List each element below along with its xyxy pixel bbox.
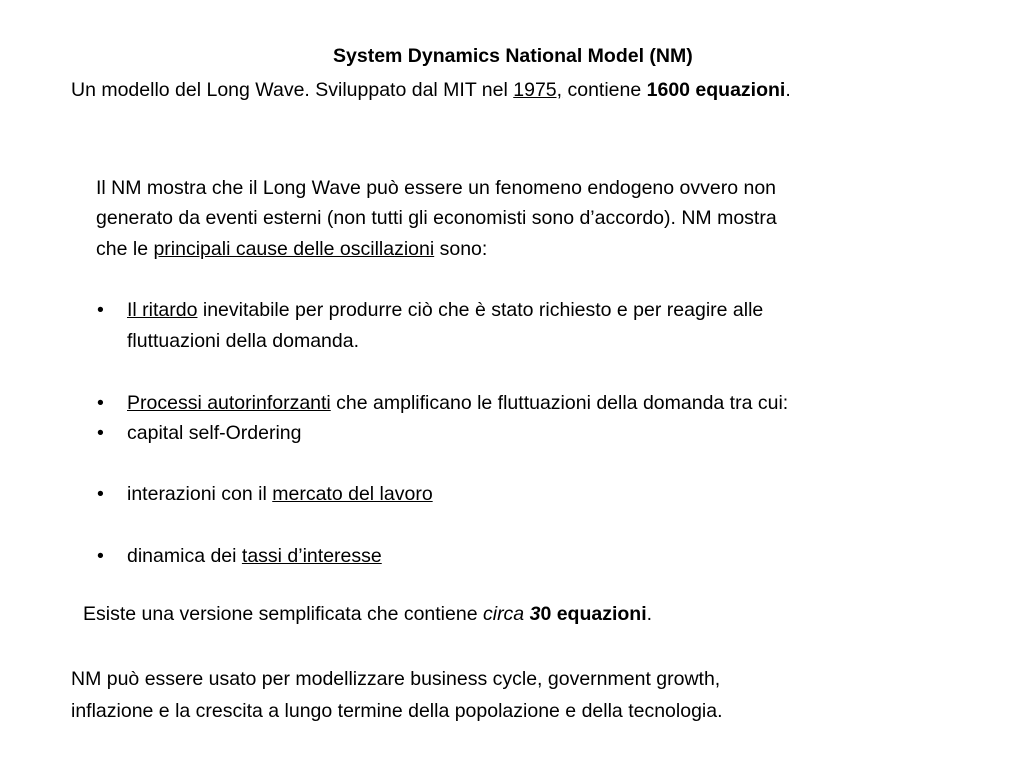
paragraph-line-1: Il NM mostra che il Long Wave può essere un fenomeno endogeno ovvero non [96,177,777,199]
intro-equations: 1600 equazioni [646,79,786,101]
bullet-marker-1: • [97,299,104,321]
simplified-three: 3 [529,603,541,625]
simplified-end: . [646,603,653,625]
simplified-circa: circa [482,603,525,625]
labor-market-link: mercato del lavoro [272,483,433,505]
paragraph-line-3-pre: che le [96,238,154,260]
closing-line-2: inflazione e la crescita a lungo termine della popolazione e della tecnologia. [71,700,723,722]
bullet-2-text: che amplificano le fluttuazioni della domanda tra cui: [330,392,789,414]
intro-text: Un modello del Long Wave. Sviluppato dal MIT nel [71,79,514,101]
interest-rates-link: tassi d’interesse [241,545,382,567]
bullet-1-text: inevitabile per produrre ciò che è stato richiesto e per reagire alle [197,299,764,321]
bullet-item-5 [127,544,382,568]
closing-line-1: NM può essere usato per modellizzare business cycle, government growth, [71,668,721,690]
paragraph-line-2: generato da eventi esterni (non tutti gli economisti sono d’accordo). NM mostra [96,207,777,229]
bullet-4-text: interazioni con il [127,483,273,505]
simplified-equations: 0 equazioni [540,603,647,625]
bullet-marker-4: • [97,483,104,505]
paragraph-line-3 [96,237,487,261]
bullet-marker-5: • [97,545,104,567]
simplified-text: Esiste una versione semplificata che contiene [83,603,483,625]
bullet-marker-2: • [97,392,104,414]
bullet-item-2 [127,391,788,415]
bullet-item-4 [127,482,433,506]
document-title: System Dynamics National Model (NM) [333,45,693,67]
bullet-marker-3: • [97,422,104,444]
self-reinforcing-link: Processi autorinforzanti [127,392,331,414]
intro-year: 1975, [513,79,563,101]
bullet-item-1 [127,298,763,322]
paragraph-line-3-post: sono: [434,238,488,260]
bullet-5-text: dinamica dei [127,545,242,567]
intro-line [71,78,791,102]
main-causes-link: principali cause delle oscillazioni [153,238,435,260]
bullet-item-3: capital self-Ordering [127,422,302,444]
intro-text-2: contiene [562,79,647,101]
delay-link: Il ritardo [127,299,198,321]
intro-end: . [785,79,791,101]
simplified-version-line [83,602,652,626]
bullet-item-1-line-2: fluttuazioni della domanda. [127,330,359,352]
